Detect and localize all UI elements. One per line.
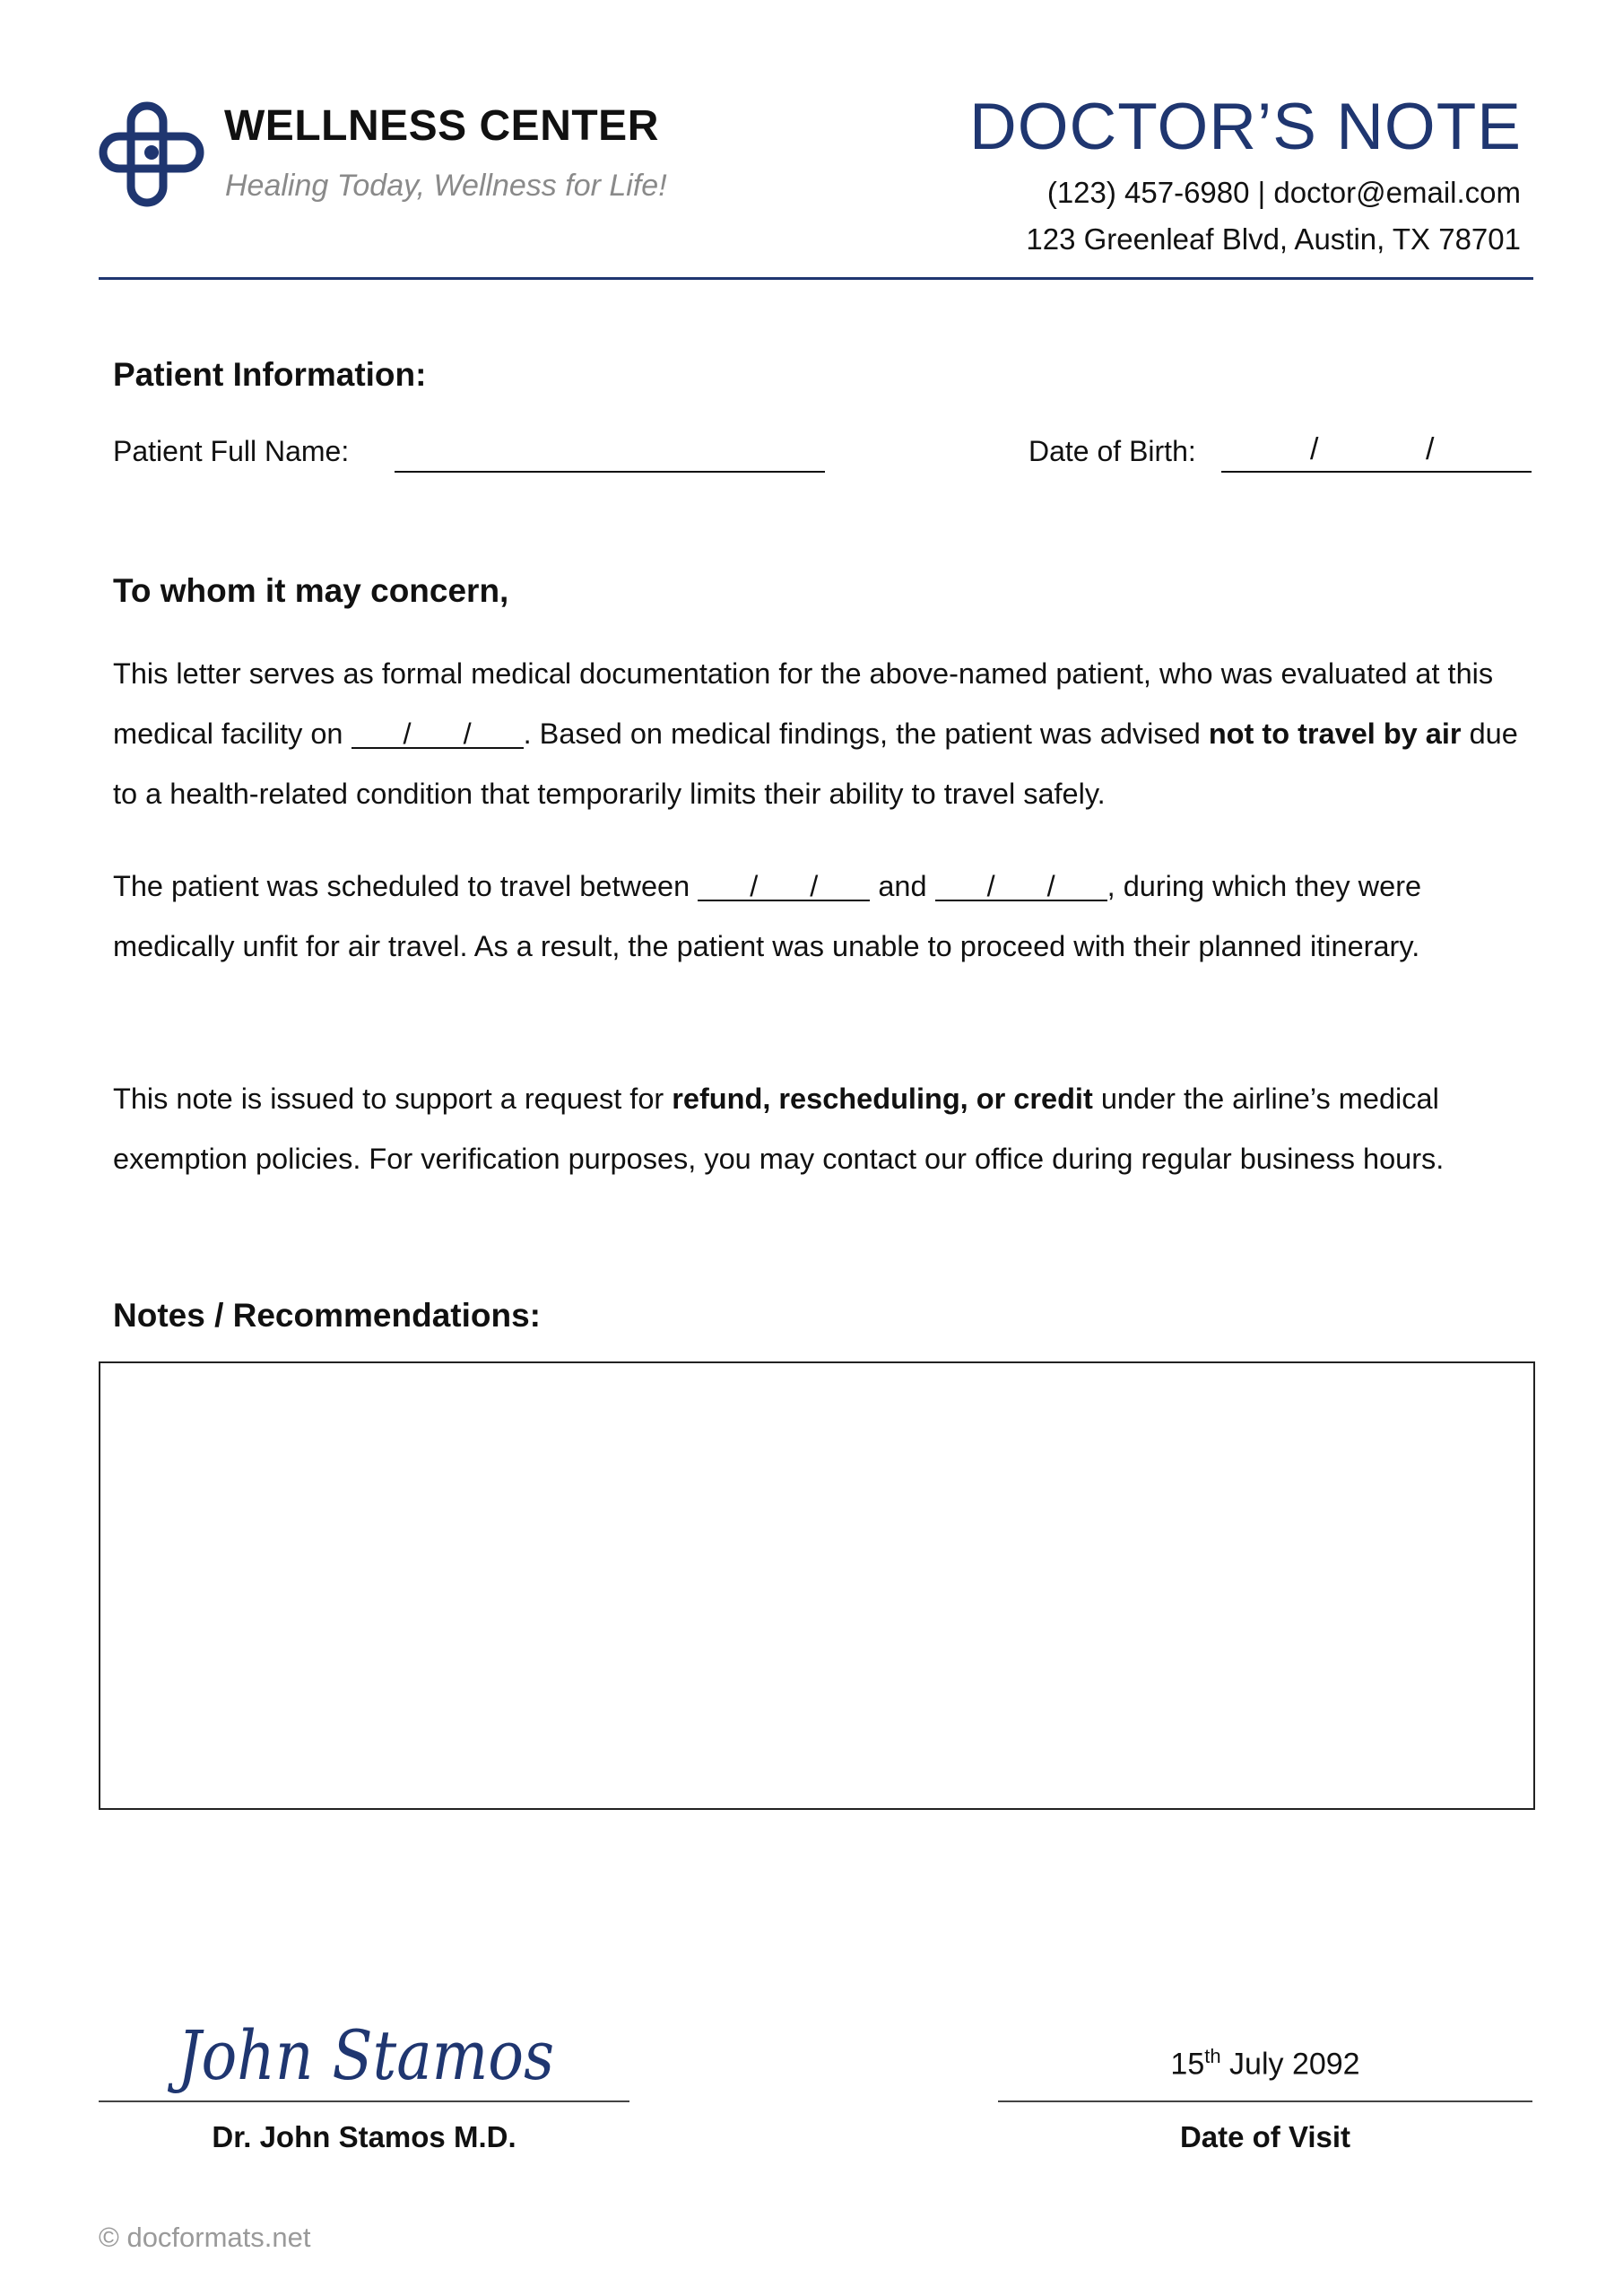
p2-text-a: The patient was scheduled to travel between <box>113 870 690 902</box>
p1-text-a: This letter serves as formal medical documentation for the above-named patient, who was evaluated at this medical facility on <box>113 657 1494 750</box>
notes-textarea[interactable] <box>99 1361 1535 1810</box>
dob-label: Date of Birth: <box>1028 435 1196 467</box>
visit-date-line <box>998 2100 1532 2102</box>
p1-text-b: . Based on medical findings, the patient was advised <box>523 718 1201 750</box>
dob-separator-2: / <box>1426 432 1435 466</box>
p3-text-b: under the airline’s medical exemption policies. For verification purposes, you may contact our office during regular business hours. <box>113 1083 1445 1175</box>
footer-copyright: © docformats.net <box>99 2222 311 2253</box>
p1-bold-text: not to travel by air <box>1208 718 1462 750</box>
dob-field[interactable] <box>1221 471 1532 473</box>
paragraph-travel-dates <box>113 857 1539 977</box>
header-divider <box>99 277 1533 280</box>
patient-name-field[interactable] <box>395 471 825 473</box>
svg-text:John Stamos: John Stamos <box>167 2015 554 2095</box>
medical-cross-knot-icon <box>99 100 204 208</box>
travel-end-date-field[interactable]: / / <box>935 873 1107 901</box>
patient-name-label: Patient Full Name: <box>113 435 350 467</box>
signature-line <box>99 2100 629 2102</box>
dob-separator-1: / <box>1310 432 1319 466</box>
address: 123 Greenleaf Blvd, Austin, TX 78701 <box>1026 222 1521 256</box>
p2-text-c: , during which they were medically unfit for air travel. As a result, the patient was unable to proceed with their planned itinerary. <box>113 870 1422 962</box>
travel-start-date-field[interactable]: / / <box>698 873 870 901</box>
brand-name: WELLNESS CENTER <box>224 102 659 150</box>
paragraph-purpose <box>113 1069 1539 1189</box>
contact-info: (123) 457-6980 | doctor@email.com <box>1046 176 1521 209</box>
brand-tagline: Healing Today, Wellness for Life! <box>225 169 667 203</box>
evaluation-date-field[interactable]: / / <box>352 720 524 749</box>
paragraph-evaluation <box>113 644 1539 824</box>
document-title: DOCTOR’S NOTE <box>969 91 1522 163</box>
p3-text-a: This note is issued to support a request for <box>113 1083 664 1115</box>
doctor-name: Dr. John Stamos M.D. <box>212 2120 516 2153</box>
p2-text-b: and <box>878 870 927 902</box>
doctor-signature <box>167 2000 565 2099</box>
greeting: To whom it may concern, <box>113 572 509 609</box>
visit-date-label: Date of Visit <box>1179 2120 1351 2153</box>
visit-date-value: 15th July 2092 <box>1170 2045 1360 2082</box>
p3-bold-text: refund, rescheduling, or credit <box>672 1083 1093 1115</box>
p1-text-c: due to a health-related condition that temporarily limits their ability to travel safely. <box>113 718 1518 810</box>
notes-heading: Notes / Recommendations: <box>113 1297 541 1334</box>
patient-info-heading: Patient Information: <box>113 356 427 393</box>
